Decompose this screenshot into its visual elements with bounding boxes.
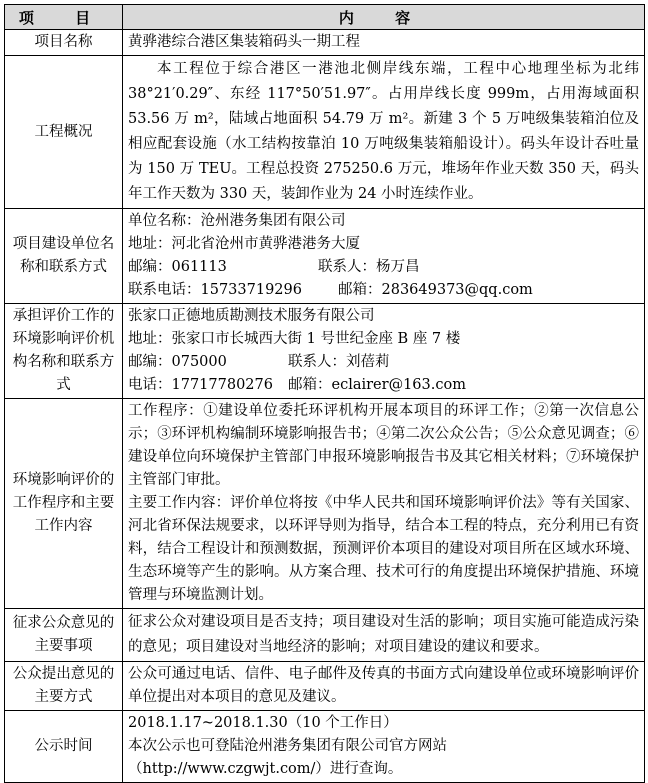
assessor-phone: 电话：17717780276 (128, 377, 273, 393)
row-label-public-items: 征求公众意见的主要事项 (5, 609, 123, 662)
header-item: 项 目 (5, 5, 123, 30)
table-row (5, 662, 645, 711)
row-label-publicity-time: 公示时间 (5, 711, 123, 783)
table-row (5, 399, 645, 609)
assessor-address: 地址：张家口市长城西大街 1 号世纪金座 B 座 7 楼 (128, 331, 461, 347)
procedure-content: 主要工作内容：评价单位将按《中华人民共和国环境影响评价法》等有关国家、河北省环保法规要求，以环评导则为指导，结合本工程的特点，充分利用已有资料，结合工程设计和预测数据，预测评价本项目的建设对项目所在区域水环境、生态环境等产生的影响。从方案合理、技术可行的角度提出环境保护措施、环境管理与环境监测计划。 (128, 495, 639, 603)
builder-phone: 联系电话：15733719296 (128, 282, 302, 298)
row-label-builder: 项目建设单位名称和联系方式 (5, 209, 123, 304)
public-items-text: 征求公众对建设项目是否支持；项目建设对生活的影响；项目实施可能造成污染的意见；项目建设对当地经济的影响；对项目建设的建议和要求。 (123, 609, 645, 662)
row-label-overview: 工程概况 (5, 56, 123, 209)
builder-unit: 单位名称：沧州港务集团有限公司 (128, 213, 346, 229)
publicity-url: （http://www.czgwjt.com/）进行查询。 (128, 761, 403, 777)
project-name-value: 黄骅港综合港区集装箱码头一期工程 (123, 30, 645, 56)
assessor-postcode: 邮编：075000 (128, 354, 227, 370)
table-row (5, 56, 645, 209)
procedure-program: 工作程序：①建设单位委托环评机构开展本项目的环评工作；②第一次信息公示；③环评机构编制环境影响报告书；④第二次公众公告；⑤公众意见调查；⑥建设单位向环境保护主管部门申报环境影响报告书及其它相关材料；⑦环境保护主管部门审批。 (128, 403, 639, 488)
builder-contact: 联系人：杨万昌 (318, 259, 420, 275)
publicity-site: 本次公示也可登陆沧州港务集团有限公司官方网站 (128, 738, 447, 754)
public-methods-text: 公众可通过电话、信件、电子邮件及传真的书面方式向建设单位或环境影响评价单位提出对本项目的意见及建议。 (123, 662, 645, 711)
table-row (5, 30, 645, 56)
table-row (5, 304, 645, 399)
builder-email: 邮箱：283649373@qq.com (338, 282, 533, 298)
header-content: 内 容 (123, 5, 645, 30)
row-label-assessor: 承担评价工作的环境影响评价机构名称和联系方式 (5, 304, 123, 399)
publicity-period: 2018.1.17~2018.1.30（10 个工作日） (128, 715, 398, 731)
assessor-email: 邮箱：eclairer@163.com (288, 377, 466, 393)
builder-address: 地址：河北省沧州市黄骅港港务大厦 (128, 236, 360, 252)
builder-postcode: 邮编：061113 (128, 259, 227, 275)
table-row (5, 609, 645, 662)
table-row (5, 209, 645, 304)
assessor-unit: 张家口正德地质勘测技术服务有限公司 (128, 308, 375, 324)
table-header-row (5, 5, 645, 30)
row-label-procedure: 环境影响评价的工作程序和主要工作内容 (5, 399, 123, 609)
overview-text: 本工程位于综合港区一港池北侧岸线东端，工程中心地理坐标为北纬38°21′0.29″、东经 117°50′51.97″。占用岸线长度 999m，占用海域面积 53.56 万 m²，陆域占地面积 54.79 万 m²。新建 3 个 5 万吨级集装箱泊位及相应配套设施（水工结构按靠泊 10 万吨级集装箱船设计）。码头年设计吞吐量为 150 万 TEU。工程总投资 275250.6 万元，堆场年作业天数 350 天，码头年工作天数为 330 天，装卸作业为 24 小时连续作业。 (128, 61, 639, 202)
row-label-project-name: 项目名称 (5, 30, 123, 56)
info-table (4, 4, 645, 783)
assessor-contact: 联系人：刘蓓莉 (288, 354, 390, 370)
table-row (5, 711, 645, 783)
row-label-public-methods: 公众提出意见的主要方式 (5, 662, 123, 711)
